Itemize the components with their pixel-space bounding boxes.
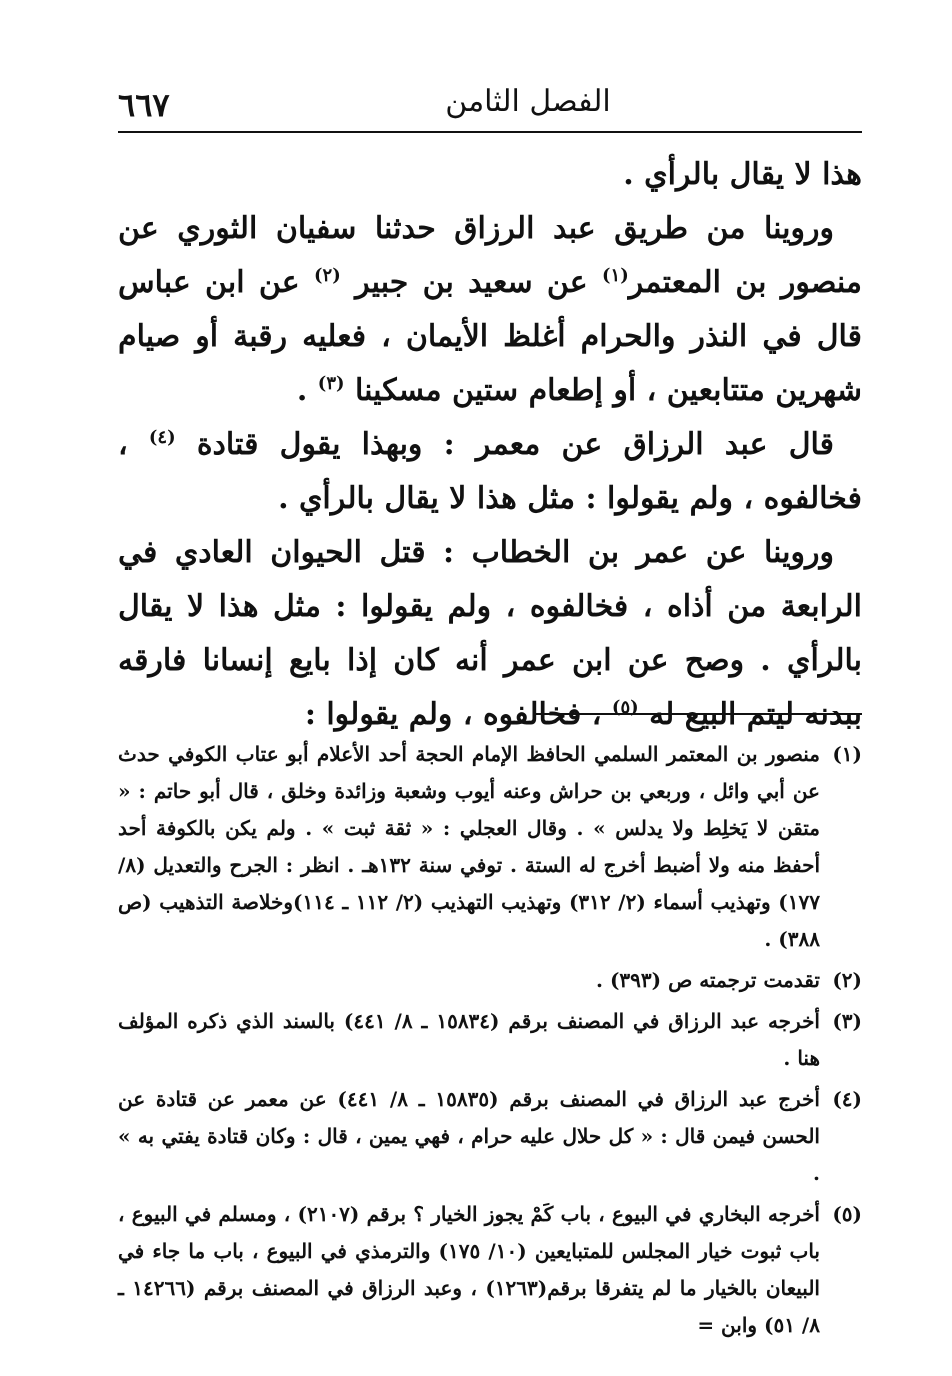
header-rule [118, 131, 862, 133]
footnote-number: (٥) [832, 1202, 862, 1226]
footnote-separator [534, 713, 862, 715]
body-paragraph [118, 526, 862, 742]
footnote-marker: (٣) [317, 373, 345, 394]
footnote-item [118, 1196, 862, 1344]
footnote-number: (٢) [832, 968, 862, 992]
body-paragraph [118, 202, 862, 418]
footnote-item [118, 1081, 862, 1192]
body-text-run: عن سعيد بن جبير [340, 265, 603, 300]
body-text-run: هذا لا يقال بالرأي . [623, 157, 862, 192]
footnote-item [118, 1003, 862, 1077]
footnote-item [118, 736, 862, 958]
footnote-text: تقدمت ترجمته ص (٣٩٣) . [596, 968, 820, 992]
body-text-run: عن ابن عباس قال في النذر والحرام أغلظ الأيمان ، فعليه رقبة أو صيام شهرين متتابعين ، أو إطعام ستين مسكينا [118, 265, 862, 408]
body-text-run: وروينا من طريق عبد الرزاق حدثنا سفيان الثوري عن منصور بن المعتمر [118, 211, 862, 300]
footnote-item [118, 962, 862, 999]
footnote-text: منصور بن المعتمر السلمي الحافظ الإمام الحجة أحد الأعلام أبو عتاب الكوفي حدث عن أبي وائل ، وربعي بن حراش وعنه أيوب وشعبة وزائدة وخلق ، قال أبو حاتم : « متقن لا يَخلِط ولا يدلس » . وقال العجلي : « ثقة ثبت » . ولم يكن بالكوفة أحد أحفظ منه ولا أضبط أخرج له الستة . توفي سنة ١٣٢هـ . انظر : الجرح والتعديل (٨/ ١٧٧) وتهذيب أسماء (٢/ ٣١٢) وتهذيب التهذيب (٢/ ١١٢ ـ ١١٤)وخلاصة التذهيب (ص ٣٨٨) . [118, 742, 820, 951]
page-header [118, 84, 862, 130]
body-text-run: . [296, 373, 318, 408]
body-text-run: ، فخالفوه ، ولم يقولوا : مثل هذا لا يقال بالرأي . [118, 427, 862, 516]
body-paragraph [118, 148, 862, 202]
body-paragraph [118, 418, 862, 526]
chapter-title: الفصل الثامن [445, 84, 611, 119]
footnote-number: (٣) [832, 1009, 862, 1033]
page-number: ٦٦٧ [118, 86, 170, 124]
footnote-marker: (٤) [148, 427, 176, 448]
footnote-marker: (٥) [611, 697, 639, 718]
body-text-run: ، فخالفوه ، ولم يقولوا : [304, 697, 612, 732]
footnote-text: أخرجه عبد الرزاق في المصنف برقم (١٥٨٣٤ ـ ٨/ ٤٤١) بالسند الذي ذكره المؤلف هنا . [118, 1009, 820, 1070]
footnote-marker: (١) [602, 265, 629, 286]
body-text-run: وروينا عن عمر بن الخطاب : قتل الحيوان العادي في الرابعة من أذاه ، فخالفوه ، ولم يقولوا : مثل هذا لا يقال بالرأي . وصح عن ابن عمر أنه كان إذا بايع إنسانا فارقه ببدنه ليتم البيع له [118, 535, 862, 732]
footnotes [118, 736, 862, 1348]
footnote-text: أخرج عبد الرزاق في المصنف برقم (١٥٨٣٥ ـ ٨/ ٤٤١) عن معمر عن قتادة عن الحسن فيمن قال : « كل حلال عليه حرام ، فهي يمين ، قال : وكان قتادة يفتي به » . [118, 1087, 820, 1185]
body-text-run: قال عبد الرزاق عن معمر : وبهذا يقول قتادة [175, 427, 834, 462]
footnote-number: (١) [832, 742, 862, 766]
main-text [118, 148, 862, 742]
footnote-number: (٤) [832, 1087, 862, 1111]
footnote-text: أخرجه البخاري في البيوع ، باب كَمْ يجوز الخيار ؟ برقم (٢١٠٧) ، ومسلم في البيوع ، باب ثبوت خيار المجلس للمتبايعين (١٠/ ١٧٥) والترمذي في البيوع ، باب ما جاء في البيعان بالخيار ما لم يتفرقا برقم(١٢٦٣) ، وعبد الرزاق في المصنف برقم (١٤٢٦٦ ـ ٨/ ٥١) وابن = [118, 1202, 820, 1337]
footnote-marker: (٢) [314, 265, 341, 286]
